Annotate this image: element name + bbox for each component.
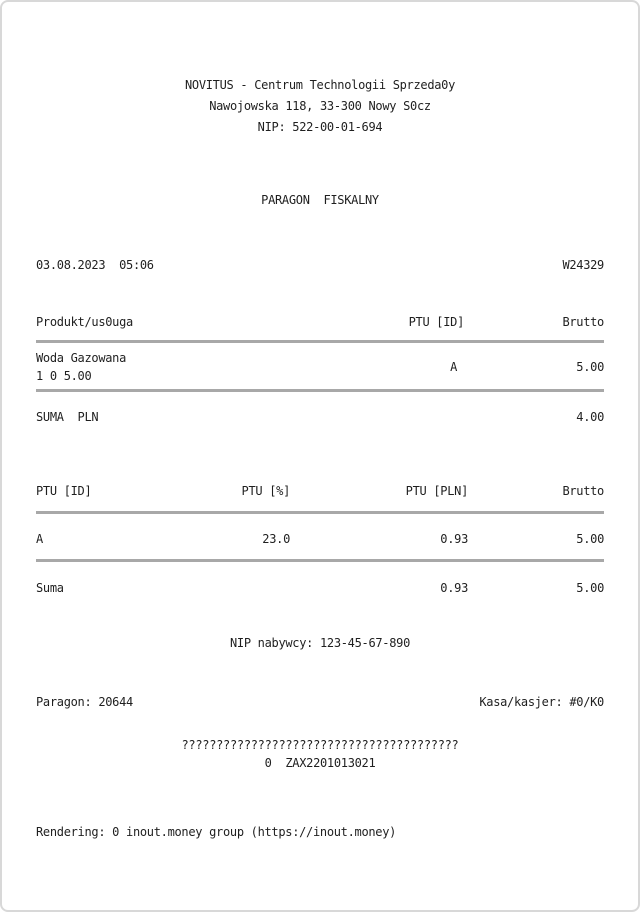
items-header-product: Produkt/us0uga (36, 315, 133, 329)
tax-suma-brutto: 5.00 (576, 581, 604, 595)
tax-suma-label: Suma (36, 581, 64, 595)
tax-suma-ptu-pln: 0.93 (440, 581, 468, 595)
footer-rendering: Rendering: 0 inout.money group (https://inout.money) (36, 825, 397, 839)
divider (36, 511, 604, 514)
tax-header-ptu-id: PTU [ID] (36, 484, 92, 498)
tax-header-brutto: Brutto (562, 484, 604, 498)
tax-row (36, 532, 604, 547)
tax-row-ptu-pct: 23.0 (262, 532, 290, 546)
buyer-nip: NIP nabywcy: 123-45-67-890 (229, 636, 411, 650)
divider (36, 340, 604, 343)
tax-header-ptu-pln: PTU [PLN] (405, 484, 468, 498)
barcode-placeholder: ???????????????????????????????????????? (181, 738, 459, 752)
items-header-brutto: Brutto (562, 315, 604, 329)
tax-suma-empty (136, 581, 290, 596)
item-qty-price: 1 0 5.00 (36, 369, 92, 383)
store-nip: NIP: 522-00-01-694 (257, 120, 383, 134)
receipt-meta-row (36, 695, 604, 710)
item-brutto: 5.00 (576, 360, 604, 374)
items-header-ptu-id: PTU [ID] (408, 315, 464, 329)
barcode-code: 0 ZAX2201013021 (264, 756, 376, 770)
meta-row (36, 258, 604, 273)
tax-suma-row (36, 581, 604, 596)
tax-row-ptu-pln: 0.93 (440, 532, 468, 546)
divider (36, 559, 604, 562)
tax-table-header (36, 484, 604, 499)
receipt-code: W24329 (562, 258, 604, 272)
receipt-datetime: 03.08.2023 05:06 (36, 258, 154, 272)
tax-header-ptu-pct: PTU [%] (241, 484, 290, 498)
divider (36, 389, 604, 392)
item-ptu-id: A (450, 360, 457, 374)
item-row (36, 349, 604, 385)
item-name: Woda Gazowana (36, 351, 127, 365)
suma-label: SUMA PLN (36, 410, 99, 424)
item-name-block (36, 349, 328, 385)
tax-row-brutto: 5.00 (576, 532, 604, 546)
suma-value: 4.00 (576, 410, 604, 424)
receipt-title: PARAGON FISKALNY (261, 193, 379, 207)
store-name: NOVITUS - Centrum Technologii Sprzeda0y (184, 78, 456, 92)
suma-row (36, 410, 604, 425)
paragon-number: Paragon: 20644 (36, 695, 133, 709)
tax-row-ptu-id: A (36, 532, 43, 546)
barcode-block (36, 736, 604, 772)
cashier-id: Kasa/kasjer: #0/K0 (479, 695, 604, 709)
store-header (36, 75, 604, 138)
store-address: Nawojowska 118, 33-300 Nowy S0cz (209, 99, 431, 113)
items-table-header (36, 315, 604, 330)
